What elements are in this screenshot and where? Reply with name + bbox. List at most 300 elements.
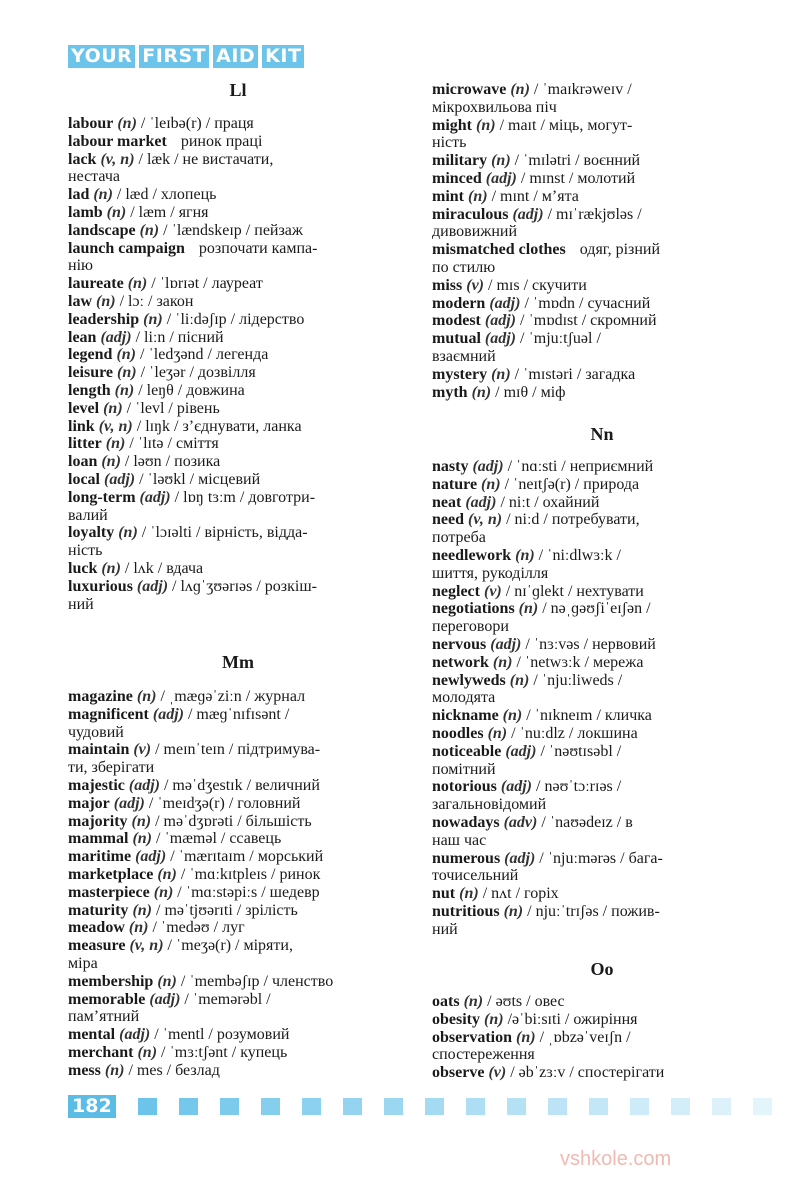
translation: пам’ятний xyxy=(68,1008,140,1026)
dictionary-entry xyxy=(432,206,660,242)
headword: masterpiece xyxy=(68,883,150,901)
transcription: / ˌmæɡəˈziːn / xyxy=(160,688,251,705)
part-of-speech: (adj) xyxy=(113,794,145,812)
dictionary-entry xyxy=(68,293,317,311)
dictionary-entry xyxy=(432,117,660,153)
translation: в наш час xyxy=(432,813,633,849)
dictionary-entry xyxy=(68,489,317,525)
headword: mammal xyxy=(68,830,129,848)
part-of-speech: (n) xyxy=(117,364,137,382)
transcription: / niːt / xyxy=(500,493,539,511)
headword: noodles xyxy=(432,724,484,742)
headword: law xyxy=(68,292,92,310)
headword: lack xyxy=(68,150,97,168)
letter-heading: Oo xyxy=(590,959,614,979)
part-of-speech: (v) xyxy=(488,1064,507,1082)
headword: nutritious xyxy=(432,902,500,920)
headword: luxurious xyxy=(68,577,133,595)
transcription: / ˈneɪtʃə(r) / xyxy=(504,475,580,493)
part-of-speech: (n) xyxy=(117,115,137,132)
translation: міць, могут- ність xyxy=(432,116,633,152)
translation: м’ята xyxy=(541,187,579,205)
entry-list xyxy=(68,688,333,1080)
headword: lad xyxy=(68,186,90,204)
part-of-speech: (n) xyxy=(143,310,163,328)
headword: long-term xyxy=(68,488,136,506)
dictionary-entry xyxy=(68,204,317,222)
translation: молодята xyxy=(432,689,496,707)
transcription: / ˈmeʒə(r) / xyxy=(167,937,240,955)
part-of-speech: (v) xyxy=(133,741,152,759)
transcription: / əʊts / xyxy=(487,993,531,1010)
transcription: / ˈmɒdn / xyxy=(524,294,584,312)
dictionary-entry xyxy=(432,636,663,654)
translation: нервовий xyxy=(592,635,656,653)
dictionary-entry xyxy=(68,813,333,831)
part-of-speech: (n) xyxy=(481,475,501,493)
headword: majestic xyxy=(68,776,125,794)
transcription: / niːd / xyxy=(506,511,548,529)
dictionary-entry xyxy=(68,848,333,866)
part-of-speech: (adj) xyxy=(104,470,136,488)
translation: міряти, міра xyxy=(68,937,293,972)
dictionary-entry xyxy=(68,777,333,795)
headword: level xyxy=(68,399,100,417)
transcription: / ˈmaɪkrəweɪv / xyxy=(533,81,632,98)
part-of-speech: (v, n) xyxy=(468,511,503,529)
dictionary-entry xyxy=(432,1029,664,1065)
dictionary-entry xyxy=(68,186,317,204)
entry-list xyxy=(432,993,664,1082)
translation: взаємний xyxy=(432,347,496,365)
dictionary-entry xyxy=(68,688,333,706)
dictionary-entry xyxy=(68,560,317,578)
headword: launch campaign xyxy=(68,239,185,257)
dictionary-entry xyxy=(68,741,333,777)
translation: розкіш- ний xyxy=(68,577,317,613)
translation: воєнний xyxy=(583,152,641,170)
transcription: / lɪŋk / xyxy=(136,417,179,435)
part-of-speech: (n) xyxy=(157,972,177,990)
headword: nowadays xyxy=(432,813,500,831)
translation: безлад xyxy=(175,1061,220,1079)
decorative-square xyxy=(384,1098,403,1115)
letter-heading: Ll xyxy=(229,80,247,100)
dictionary-entry xyxy=(432,277,660,295)
transcription: / ˈnjuːmərəs / xyxy=(539,849,625,867)
headword: noticeable xyxy=(432,742,502,760)
translation: спостереження xyxy=(432,1046,535,1064)
dictionary-entry xyxy=(432,885,663,903)
transcription: / nəʊˈtɔːrɪəs / xyxy=(536,778,622,796)
decorative-square xyxy=(548,1098,567,1115)
translation: мікрохвильова піч xyxy=(432,98,557,116)
dictionary-entry xyxy=(432,743,663,779)
part-of-speech: (v) xyxy=(483,582,502,600)
part-of-speech: (n) xyxy=(515,546,535,564)
dictionary-entry xyxy=(68,578,317,614)
dictionary-entry xyxy=(68,418,317,436)
headword: nut xyxy=(432,885,456,903)
headword: observation xyxy=(432,1028,512,1046)
part-of-speech: (n) xyxy=(131,812,152,830)
transcription: / ˈlændskeɪp / xyxy=(163,221,251,239)
translation: горіх xyxy=(524,885,559,903)
headword: memorable xyxy=(68,990,146,1008)
headword: oats xyxy=(432,993,460,1010)
headword: mint xyxy=(432,187,464,205)
dictionary-entry xyxy=(432,547,663,583)
part-of-speech: (adj) xyxy=(472,458,504,475)
transcription: / læd / xyxy=(116,186,157,204)
dictionary-entry xyxy=(432,188,660,206)
headword: newlyweds xyxy=(432,671,506,689)
letter-heading: Mm xyxy=(222,652,254,672)
translation: спостерігати xyxy=(577,1064,665,1082)
translation: підтримува- ти, зберігати xyxy=(68,741,321,777)
dictionary-entry xyxy=(68,364,317,382)
headword: neglect xyxy=(432,582,480,600)
headword: miraculous xyxy=(432,205,509,223)
translation: овес xyxy=(534,993,565,1010)
dictionary-entry xyxy=(432,725,663,743)
translation: нехтувати xyxy=(576,582,644,600)
translation: більшість xyxy=(245,812,312,830)
part-of-speech: (n) xyxy=(518,600,539,618)
headword: major xyxy=(68,794,110,812)
part-of-speech: (n) xyxy=(105,435,126,453)
transcription: / məˈdʒestɪk / xyxy=(163,776,252,794)
translation: рівень xyxy=(176,399,220,417)
transcription: / ˈnəʊtɪsəbl / xyxy=(540,742,622,760)
headword: minced xyxy=(432,169,482,187)
headword: mystery xyxy=(432,365,488,383)
part-of-speech: (adj) xyxy=(485,169,517,187)
headword: miss xyxy=(432,276,463,294)
headword: mental xyxy=(68,1026,116,1044)
transcription: / mɪnst / xyxy=(520,169,574,187)
part-of-speech: (n) xyxy=(104,1061,125,1079)
transcription: / njuːˈtrɪʃəs / xyxy=(527,902,608,920)
decorative-square xyxy=(507,1098,526,1115)
headword: leisure xyxy=(68,364,114,382)
translation: помітний xyxy=(432,760,496,778)
translation: переговори xyxy=(432,618,509,636)
dictionary-entry xyxy=(68,346,317,364)
transcription: /əˈbiːsɪti / xyxy=(507,1010,570,1028)
transcription: / mæɡˈnɪfɪsənt / xyxy=(187,705,290,723)
transcription: / ləʊn / xyxy=(124,453,171,471)
translation: вірність, відда- ність xyxy=(68,524,308,560)
part-of-speech: (v) xyxy=(466,276,484,294)
page-footer xyxy=(68,1095,772,1118)
headword: nasty xyxy=(432,458,469,475)
part-of-speech: (n) xyxy=(136,688,157,705)
translation: кличка xyxy=(604,707,652,725)
transcription: / ˈnjuːliweds / xyxy=(533,671,623,689)
headword: nervous xyxy=(432,635,487,653)
transcription: / ˈmæməl / xyxy=(156,830,226,848)
part-of-speech: (adj) xyxy=(512,205,544,223)
decorative-square xyxy=(220,1098,239,1115)
translation: зрілість xyxy=(245,901,298,919)
translation: довжина xyxy=(186,381,245,399)
translation: дивовижний xyxy=(432,223,518,241)
headword: marketplace xyxy=(68,865,154,883)
part-of-speech: (adj) xyxy=(490,635,522,653)
translation: журнал xyxy=(254,688,306,705)
transcription: / lʌk / xyxy=(124,559,163,577)
part-of-speech: (n) xyxy=(459,885,479,903)
dictionary-entry xyxy=(68,240,317,276)
part-of-speech: (adj) xyxy=(128,776,160,794)
translation: не вистачати, нестача xyxy=(68,150,274,186)
letter-heading: Nn xyxy=(590,424,614,444)
part-of-speech: (n) xyxy=(139,221,160,239)
translation: розумовий xyxy=(216,1026,290,1044)
translation: лідерство xyxy=(239,310,305,328)
dictionary-entry xyxy=(432,1064,664,1082)
headword: modern xyxy=(432,294,486,312)
translation: закон xyxy=(156,292,194,310)
page-number: 182 xyxy=(68,1095,116,1118)
part-of-speech: (n) xyxy=(137,1043,158,1061)
dictionary-entry xyxy=(432,312,660,330)
part-of-speech: (n) xyxy=(96,292,116,310)
dictionary-entry xyxy=(432,600,663,636)
section-title-banner xyxy=(68,45,304,68)
transcription: / maɪt / xyxy=(499,116,545,134)
decorative-square xyxy=(425,1098,444,1115)
dictionary-entry xyxy=(432,511,663,547)
dictionary-entry xyxy=(68,311,317,329)
part-of-speech: (n) xyxy=(463,993,484,1010)
headword: might xyxy=(432,116,472,134)
decorative-square xyxy=(753,1098,772,1115)
transcription: / liːn / xyxy=(135,328,174,346)
headword: magnificent xyxy=(68,705,149,723)
transcription: / ˈnɪkneɪm / xyxy=(526,707,601,725)
dictionary-entry xyxy=(68,453,317,471)
transcription: / nəˌɡəʊʃiˈeɪʃən / xyxy=(542,600,651,618)
translation: морський xyxy=(257,848,324,866)
dictionary-entry xyxy=(432,81,660,117)
dictionary-entry xyxy=(432,295,660,313)
dictionary-entry xyxy=(68,435,317,453)
transcription: / mes / xyxy=(128,1061,172,1079)
translation: охайний xyxy=(542,493,600,511)
transcription: / ˈlevl / xyxy=(126,399,173,417)
headword: lamb xyxy=(68,203,103,221)
headword: mismatched clothes xyxy=(432,241,566,259)
transcription: / ˈmɜːtʃənt / xyxy=(161,1043,237,1061)
part-of-speech: (n) xyxy=(476,116,496,134)
dictionary-entry xyxy=(68,706,333,742)
transcription: / ˈmentl / xyxy=(154,1026,213,1044)
headword: negotiations xyxy=(432,600,515,618)
headword: needlework xyxy=(432,546,512,564)
part-of-speech: (n) xyxy=(157,865,177,883)
transcription: / læm / xyxy=(130,203,175,221)
title-word: FIRST xyxy=(139,45,209,68)
translation: розпочати кампа- нію xyxy=(68,239,318,275)
part-of-speech: (n) xyxy=(487,724,508,742)
part-of-speech: (n) xyxy=(116,346,137,364)
part-of-speech: (adj) xyxy=(135,848,167,866)
transcription: / ˈmjuːtʃuəl / xyxy=(520,330,601,348)
headword: meadow xyxy=(68,919,125,937)
headword: majority xyxy=(68,812,128,830)
translation: шедевр xyxy=(269,883,320,901)
translation: ринок праці xyxy=(180,132,263,150)
part-of-speech: (adj) xyxy=(149,990,181,1008)
translation: хлопець xyxy=(160,186,217,204)
translation: лауреат xyxy=(211,275,263,293)
translation: легенда xyxy=(215,346,269,364)
transcription: / məˈdʒɒrəti / xyxy=(155,812,242,830)
translation: величний xyxy=(255,776,320,794)
entry-list xyxy=(432,81,660,401)
decorative-square xyxy=(179,1098,198,1115)
translation: міф xyxy=(540,383,566,401)
part-of-speech: (n) xyxy=(502,707,523,725)
part-of-speech: (adj) xyxy=(152,705,184,723)
dictionary-entry xyxy=(432,850,663,886)
decorative-square xyxy=(712,1098,731,1115)
translation: пісний xyxy=(177,328,224,346)
dictionary-entry xyxy=(68,830,333,848)
transcription: / nʌt / xyxy=(482,885,521,903)
transcription: / læk / xyxy=(138,150,179,168)
dictionary-entry xyxy=(432,993,664,1011)
decorative-square xyxy=(261,1098,280,1115)
translation: бага- точисельний xyxy=(432,849,663,885)
headword: magazine xyxy=(68,688,133,705)
part-of-speech: (n) xyxy=(101,559,121,577)
part-of-speech: (n) xyxy=(106,203,127,221)
dictionary-entry xyxy=(68,151,317,187)
dictionary-entry xyxy=(432,583,663,601)
transcription: / ˈliːdəʃɪp / xyxy=(166,310,236,328)
dictionary-entry xyxy=(432,241,660,277)
transcription: / ˈlɔɪəlti / xyxy=(141,524,201,542)
headword: landscape xyxy=(68,221,136,239)
translation: потребувати, потреба xyxy=(432,511,640,547)
translation: ожиріння xyxy=(573,1010,638,1028)
dictionary-entry xyxy=(68,795,333,813)
part-of-speech: (adj) xyxy=(489,294,521,312)
transcription: / ˈmɑːkɪtpleɪs / xyxy=(180,865,276,883)
dictionary-entry xyxy=(432,778,663,814)
transcription: / leŋθ / xyxy=(138,381,183,399)
translation: чудовий xyxy=(68,723,124,741)
translation: позика xyxy=(174,453,221,471)
transcription: / lʌɡˈʒʊərɪəs / xyxy=(172,577,261,595)
decorative-square xyxy=(302,1098,321,1115)
part-of-speech: (n) xyxy=(484,1010,504,1028)
headword: maritime xyxy=(68,848,132,866)
dictionary-entry xyxy=(432,903,663,939)
headword: nickname xyxy=(432,707,499,725)
headword: observe xyxy=(432,1064,485,1082)
dictionary-entry xyxy=(432,654,663,672)
headword: link xyxy=(68,417,95,435)
headword: luck xyxy=(68,559,98,577)
translation: ринок xyxy=(279,865,321,883)
part-of-speech: (n) xyxy=(471,383,492,401)
transcription: / mɪnt / xyxy=(491,187,538,205)
translation: ягня xyxy=(178,203,209,221)
transcription: / ˈləʊkl / xyxy=(139,470,195,488)
part-of-speech: (v, n) xyxy=(129,937,164,955)
translation: вдача xyxy=(166,559,204,577)
part-of-speech: (n) xyxy=(510,81,530,98)
dictionary-entry xyxy=(68,902,333,920)
dictionary-entry xyxy=(68,937,333,973)
translation: неприємний xyxy=(569,458,654,475)
translation: головний xyxy=(237,794,301,812)
headword: labour market xyxy=(68,132,167,150)
dictionary-entry xyxy=(432,1011,664,1029)
part-of-speech: (n) xyxy=(93,186,113,204)
dictionary-entry xyxy=(68,991,333,1027)
transcription: / mɪθ / xyxy=(495,383,537,401)
part-of-speech: (n) xyxy=(127,275,148,293)
headword: loan xyxy=(68,453,98,471)
decorative-square xyxy=(138,1098,157,1115)
part-of-speech: (n) xyxy=(491,152,511,170)
headword: need xyxy=(432,511,464,529)
translation: пейзаж xyxy=(254,221,303,239)
headword: maturity xyxy=(68,901,129,919)
part-of-speech: (n) xyxy=(503,902,524,920)
part-of-speech: (adj) xyxy=(484,312,516,330)
dictionary-entry xyxy=(68,133,317,151)
transcription: / meɪnˈteɪn / xyxy=(155,741,234,759)
transcription: / ˈnɜːvəs / xyxy=(525,635,589,653)
transcription: / mɪs / xyxy=(488,276,529,294)
translation: членство xyxy=(271,972,334,990)
dictionary-entry xyxy=(432,152,660,170)
dictionary-entry xyxy=(68,1026,333,1044)
translation: мережа xyxy=(592,653,644,671)
translation: місцевий xyxy=(198,470,261,488)
decorative-squares xyxy=(116,1098,772,1115)
part-of-speech: (n) xyxy=(103,399,123,417)
title-word: YOUR xyxy=(68,45,135,68)
headword: modest xyxy=(432,312,481,330)
transcription: / ˈledʒənd / xyxy=(140,346,212,364)
dictionary-entry xyxy=(68,524,317,560)
translation: праця xyxy=(214,115,254,132)
part-of-speech: (n) xyxy=(491,365,511,383)
dictionary-entry xyxy=(432,672,663,708)
part-of-speech: (adj) xyxy=(505,742,537,760)
part-of-speech: (n) xyxy=(118,524,138,542)
headword: membership xyxy=(68,972,154,990)
part-of-speech: (adj) xyxy=(136,577,169,595)
decorative-square xyxy=(466,1098,485,1115)
translation: шиття, рукоділля xyxy=(432,564,549,582)
transcription: / ˈmedəʊ / xyxy=(152,919,219,937)
dictionary-entry xyxy=(432,494,663,512)
entry-list xyxy=(68,115,317,613)
transcription: / ˈmɒdɪst / xyxy=(520,312,587,330)
transcription: / ˈnɑːsti / xyxy=(507,458,566,475)
headword: myth xyxy=(432,383,468,401)
headword: nature xyxy=(432,475,478,493)
decorative-square xyxy=(671,1098,690,1115)
